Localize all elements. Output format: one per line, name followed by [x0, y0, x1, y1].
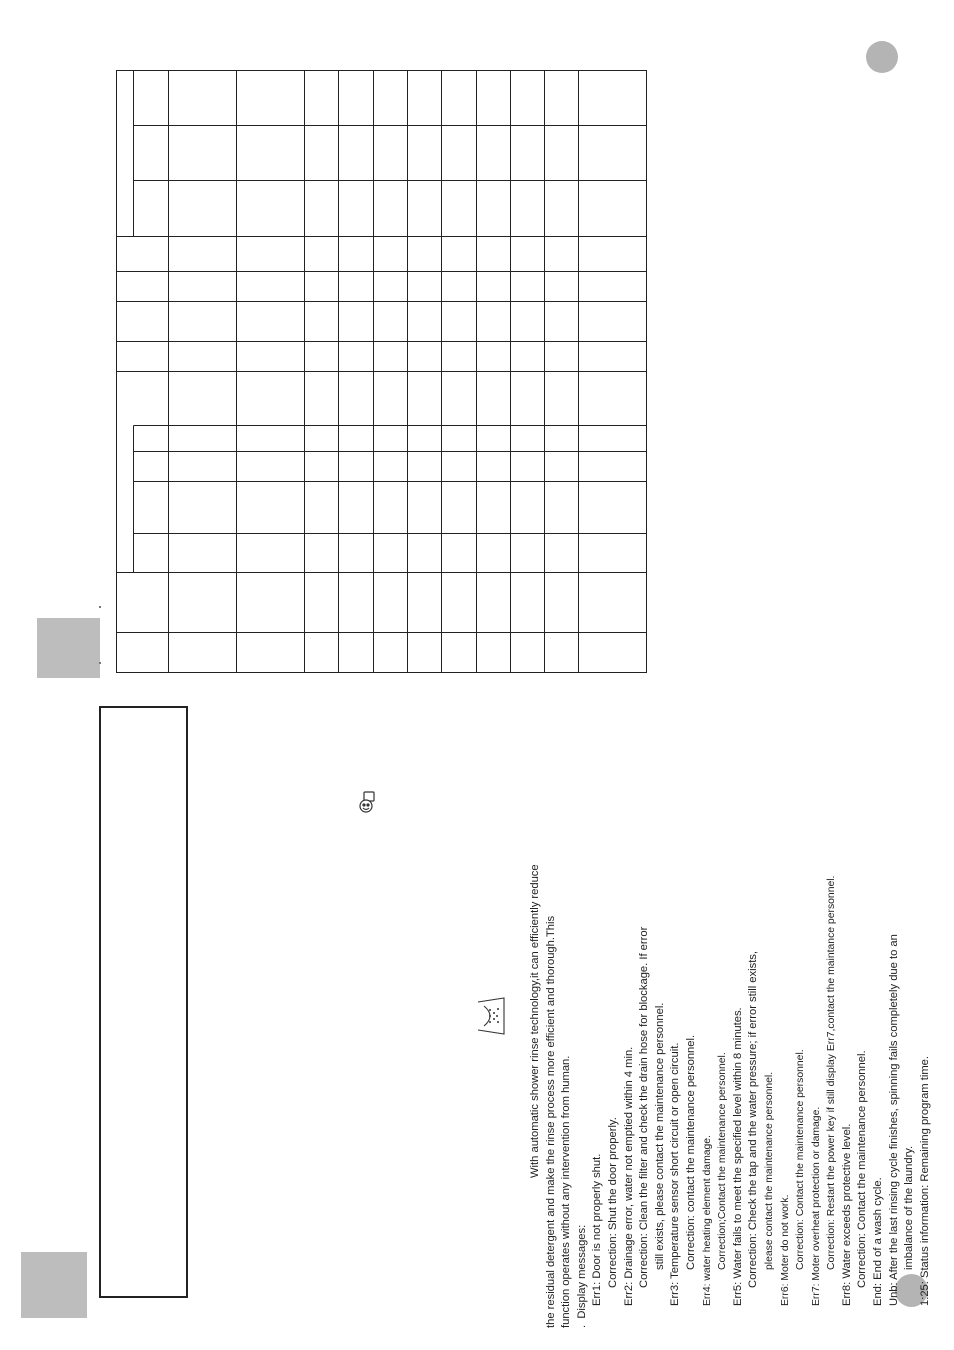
correction-line: Correction: Clean the filter and check the drain hose for blockage. If error	[638, 926, 651, 1288]
status-line: 1:25: Status information: Remaining program time.	[918, 1056, 931, 1306]
intro-line: the residual detergent and make the rinse process more efficient and thorough.This	[544, 915, 557, 1328]
error-line: Err3: Temperature sensor short circuit or open circuit.	[669, 1042, 682, 1306]
child-lock-icon	[357, 790, 379, 816]
correction-line: Correction;Contact the maintenance personnel.	[717, 1052, 729, 1270]
correction-line: Correction: Contact the maintenance personnel.	[795, 1049, 807, 1270]
error-line: Err4: water heating element damage.	[701, 1135, 713, 1306]
status-line: imbalance of the laundry.	[903, 1145, 916, 1270]
status-line: End: End of a wash cycle.	[872, 1177, 885, 1306]
intro-line	[559, 758, 575, 1328]
intro-mark: .	[560, 1055, 573, 1059]
correction-line: Correction: contact the maintenance personnel.	[684, 1034, 697, 1270]
error-line: Err5: Water fails to meet the specified level within 8 minutes.	[731, 1007, 744, 1306]
display-messages-section	[528, 758, 954, 1328]
intro-line: With automatic shower rinse technology,it can efficiently reduce	[529, 864, 541, 1178]
error-line: Err1: Door is not properly shut.	[591, 1153, 604, 1306]
correction-line: Correction: Shut the door properly.	[606, 1117, 619, 1288]
correction-line: Correction: Contact the maintenance personnel.	[856, 1050, 869, 1288]
error-line: Err8: Water exceeds protective level.	[840, 1123, 853, 1306]
status-line: Unb: After the last rinsing cycle finishes, spinning fails completely due to an	[887, 934, 900, 1306]
error-line: Err7: Moter overheat protection or damage.	[810, 1106, 822, 1306]
error-line: Err6: Moter do not work.	[779, 1194, 791, 1306]
shower-rinse-icon	[474, 996, 508, 1036]
correction-line: Correction: Restart the power key if still display Err7,contact the maintance personnel.	[826, 875, 838, 1270]
heading-text: Display messages:	[575, 1224, 588, 1319]
correction-line: still exists, please contact the maintenance personnel.	[653, 1002, 666, 1270]
correction-line: please contact the maintenance personnel.	[763, 1071, 775, 1270]
intro-text: function operates without any intervention from human	[560, 1058, 573, 1328]
correction-line: Correction: Check the tap and the water pressure; if error still exists,	[747, 950, 760, 1288]
error-line: Err2: Drainage error, water not emptied within 4 min.	[622, 1046, 635, 1306]
bullet: .	[575, 1324, 588, 1328]
messages-heading	[575, 758, 591, 1328]
